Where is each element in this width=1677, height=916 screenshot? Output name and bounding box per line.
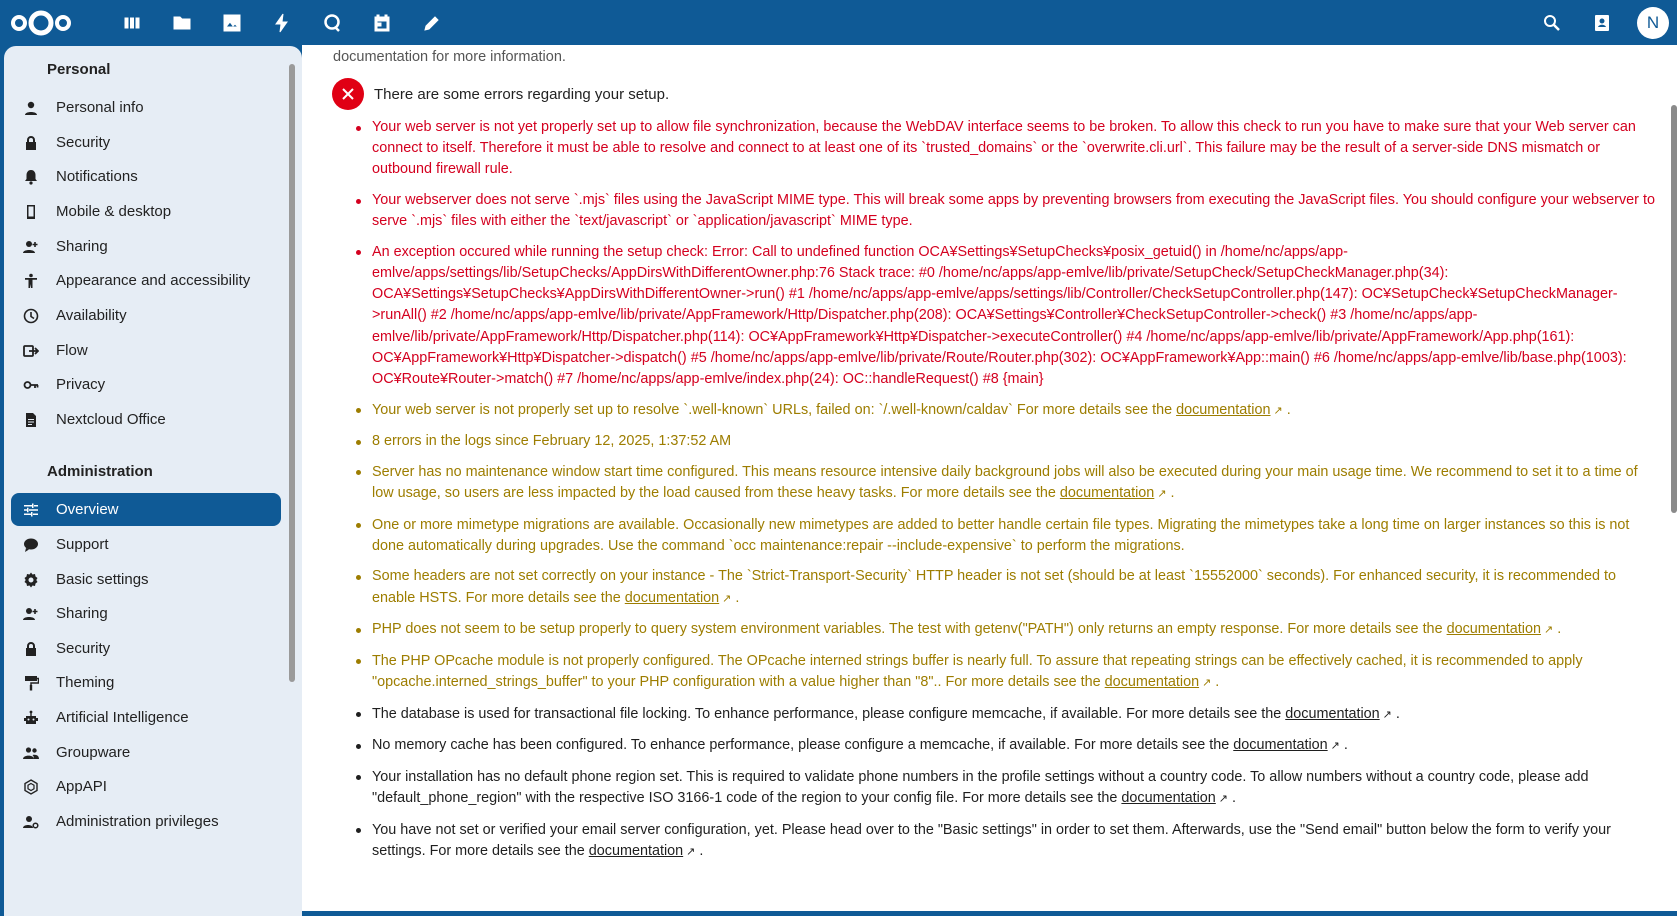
sidebar-item-admin-privileges[interactable]	[11, 805, 281, 838]
setup-issue-info: You have not set or verified your email server configuration, yet. Please head over to the "Basic settings" in order to set them. Afterwards, use the "Send email" button below the form to verify your settings. For more details see the documentation ↗ .	[372, 820, 1662, 863]
sidebar-item-label: Administration privileges	[56, 813, 219, 830]
sidebar-item-admin-security[interactable]	[11, 632, 281, 665]
clock-icon	[23, 308, 39, 324]
top-header	[0, 0, 1677, 45]
issue-text: Server has no maintenance window start time configured. This means resource intensive daily background jobs will also be executed during your main usage time. We recommend to set it to a time of low usage, so users are less impacted by the load caused from these heavy tasks. For more details see the	[372, 463, 1638, 501]
setup-issue-info: Your installation has no default phone region set. This is required to validate phone numbers in the profile settings without a country code. To allow numbers without a country code, please add "default_phone_region" with the respective ISO 3166-1 code of the region to your config file. For more details see the documentation ↗ .	[372, 767, 1662, 810]
sidebar-item-label: Flow	[56, 342, 88, 359]
documentation-link[interactable]: documentation ↗	[1060, 485, 1167, 501]
sidebar-item-label: Sharing	[56, 238, 108, 255]
sidebar-item-label: Support	[56, 536, 109, 553]
nextcloud-logo[interactable]	[9, 7, 73, 39]
sidebar-item-appearance[interactable]	[11, 264, 281, 297]
accessibility-icon	[23, 273, 39, 289]
sidebar-item-label: AppAPI	[56, 778, 107, 795]
setup-issue-warning: Your web server is not properly set up to resolve `.well-known` URLs, failed on: `/.well-known/caldav` For more details see the documentation ↗ .	[372, 400, 1662, 422]
issue-text: The database is used for transactional file locking. To enhance performance, please configure memcache, if available. For more details see the	[372, 705, 1282, 722]
sidebar-item-personal-info[interactable]	[11, 91, 281, 124]
sidebar-item-label: Overview	[56, 501, 119, 518]
setup-issue-error	[372, 190, 1662, 232]
sidebar-item-overview[interactable]	[11, 493, 281, 526]
dashboard-icon[interactable]	[107, 10, 157, 36]
sidebar-item-label: Appearance and accessibility	[56, 272, 251, 289]
documentation-link[interactable]: documentation ↗	[1176, 402, 1283, 418]
setup-issue-warning	[372, 515, 1662, 557]
sidebar-item-label: Availability	[56, 307, 127, 324]
sidebar-scrollbar[interactable]	[289, 64, 295, 682]
errors-heading-text: There are some errors regarding your setup.	[374, 85, 670, 103]
sidebar-item-admin-sharing[interactable]	[11, 597, 281, 630]
document-icon	[23, 412, 39, 428]
lock-icon	[23, 135, 39, 151]
issue-text: You have not set or verified your email server configuration, yet. Please head over to the "Basic settings" in order to set them. Afterwards, use the "Send email" button below the form to verify your settings. For more details see the	[372, 821, 1611, 859]
intro-text: documentation for more information.	[333, 49, 566, 65]
documentation-link[interactable]: documentation ↗	[1285, 706, 1392, 722]
photos-icon[interactable]	[207, 10, 257, 36]
brush-icon	[23, 675, 39, 691]
issue-text: Your webserver does not serve `.mjs` files using the JavaScript MIME type. This will break some apps by preventing browsers from executing the JavaScript files. You should configure your webserver to serve `.mjs` files with either the `text/javascript` or `application/javascript` MIME type.	[372, 192, 1655, 230]
sidebar-item-label: Notifications	[56, 168, 138, 185]
setup-issue-error	[372, 242, 1662, 390]
documentation-link[interactable]: documentation ↗	[1121, 790, 1228, 806]
setup-issue-warning: Server has no maintenance window start time configured. This means resource intensive daily background jobs will also be executed during your main usage time. We recommend to set it to a time of low usage, so users are less impacted by the load caused from these heavy tasks. For more details see the documentation ↗ .	[372, 462, 1662, 505]
issue-text: PHP does not seem to be setup properly to query system environment variables. The test with getenv("PATH") only returns an empty response. For more details see the	[372, 621, 1443, 638]
sidebar-item-label: Security	[56, 640, 111, 657]
setup-issue-warning: PHP does not seem to be setup properly to query system environment variables. The test with getenv("PATH") only returns an empty response. For more details see the documentation ↗ .	[372, 619, 1662, 641]
error-icon	[332, 78, 364, 110]
sidebar-item-label: Basic settings	[56, 571, 149, 588]
sidebar-item-theming[interactable]	[11, 666, 281, 699]
setup-issues-list	[372, 117, 1662, 872]
issue-text: Your web server is not yet properly set up to allow file synchronization, because the WebDAV interface seems to be broken. To allow this check to run you have to make sure that your Web server can connect to itself. Therefore it must be able to resolve and connect to at least one of its `trusted_domains` or the `overwrite.cli.url`. This failure may be the result of a server-side DNS mismatch or outbound firewall rule.	[372, 119, 1636, 178]
app-menu	[107, 10, 457, 36]
sidebar-item-label: Nextcloud Office	[56, 411, 166, 428]
section-title-administration: Administration	[47, 463, 153, 480]
sidebar-item-support[interactable]	[11, 528, 281, 561]
search-icon[interactable]	[1527, 0, 1577, 45]
issue-text: Your web server is not properly set up to resolve `.well-known` URLs, failed on: `/.well-known/caldav` For more details see the	[372, 401, 1173, 418]
sidebar-item-security[interactable]	[11, 126, 281, 159]
sidebar-item-label: Theming	[56, 674, 115, 691]
setup-issue-info: The database is used for transactional file locking. To enhance performance, please configure memcache, if available. For more details see the documentation ↗ .	[372, 704, 1662, 726]
sidebar-item-availability[interactable]	[11, 299, 281, 332]
issue-text: Your installation has no default phone region set. This is required to validate phone numbers in the profile settings without a country code. To allow numbers without a country code, please add "default_phone_region" with the respective ISO 3166-1 code of the region to your config file. For more details see the	[372, 768, 1589, 806]
talk-icon[interactable]	[307, 10, 357, 36]
section-title-personal: Personal	[47, 61, 111, 78]
sidebar-item-sharing[interactable]	[11, 230, 281, 263]
phone-icon	[23, 204, 39, 220]
sidebar-item-label: Sharing	[56, 605, 108, 622]
setup-issue-warning	[372, 431, 1662, 452]
key-icon	[23, 377, 39, 393]
errors-heading	[332, 78, 669, 110]
sidebar-item-groupware[interactable]	[11, 736, 281, 769]
avatar[interactable]: N	[1637, 7, 1669, 39]
bell-icon	[23, 169, 39, 185]
sidebar-item-flow[interactable]	[11, 334, 281, 367]
group-icon	[23, 745, 39, 761]
user-icon	[23, 100, 39, 116]
calendar-icon[interactable]	[357, 10, 407, 36]
issue-text: No memory cache has been configured. To enhance performance, please configure a memcache, if available. For more details see the	[372, 737, 1230, 754]
header-right	[1527, 0, 1677, 45]
documentation-link[interactable]: documentation ↗	[625, 590, 732, 606]
sidebar-item-label: Mobile & desktop	[56, 203, 172, 220]
issue-text: An exception occured while running the setup check: Error: Call to undefined function OCA¥Settings¥SetupChecks¥posix_getuid() in /home/nc/apps/app-emlve/apps/settings/lib/SetupChecks/AppDirsWithDifferentOwner.php:76 Stack trace: #0 /home/nc/apps/app-emlve/lib/private/SetupCheck/SetupCheckManager.php(34): OCA¥Settings¥SetupChecks¥AppDirsWithDifferentOwner->run() #1 /home/nc/apps/app-emlve/apps/settings/lib/Controller/CheckSetupController.php(147): OC¥SetupCheck¥SetupCheckManager->runAll() #2 /home/nc/apps/app-emlve/lib/private/AppFramework/Http/Dispatcher.php(208): OCA¥Settings¥Controller¥CheckSetupController->check() #3 /home/nc/apps/app-emlve/lib/private/AppFramework/Http/Dispatcher.php(114): OC¥AppFramework¥Http¥Dispatcher->executeController() #4 /home/nc/apps/app-emlve/lib/private/AppFramework/App.php(161): OC¥AppFramework¥Http¥Dispatcher->dispatch() #5 /home/nc/apps/app-emlve/lib/private/Route/Router.php(302): OC¥AppFramework¥App::main() #6 /home/nc/apps/app-emlve/lib/base.php(1003): OC¥Route¥Router->match() #7 /home/nc/apps/app-emlve/index.php(24): OC::handleRequest() #8 {main}	[372, 243, 1627, 388]
issue-text: The PHP OPcache module is not properly configured. The OPcache interned strings buffer is nearly full. To assure that repeating strings can be effectively cached, it is recommended to apply "opcache.interned_strings_buffer" to your PHP configuration with a value higher than "8".. For more details see the	[372, 652, 1583, 690]
issue-text: Some headers are not set correctly on your instance - The `Strict-Transport-Security` HTTP header is not set (should be at least `15552000` seconds). For enhanced security, it is recommended to enable HSTS. For more details see the	[372, 568, 1617, 606]
setup-issue-error	[372, 117, 1662, 181]
sidebar-item-label: Privacy	[56, 376, 106, 393]
chat-icon	[23, 537, 39, 553]
sidebar-item-label: Security	[56, 134, 111, 151]
issue-text: One or more mimetype migrations are available. Occasionally new mimetypes are added to better handle certain file types. Migrating the mimetypes take a long time on larger instances so this is not done automatically during upgrades. Use the command `occ maintenance:repair --include-expensive` to perform the migrations.	[372, 516, 1630, 554]
ai-icon	[23, 710, 39, 726]
setup-issue-warning: The PHP OPcache module is not properly configured. The OPcache interned strings buffer is nearly full. To assure that repeating strings can be effectively cached, it is recommended to apply "opcache.interned_strings_buffer" to your PHP configuration with a value higher than "8".. For more details see the documentation ↗ .	[372, 651, 1662, 694]
documentation-link[interactable]: documentation ↗	[1233, 737, 1340, 753]
documentation-link[interactable]: documentation ↗	[1105, 674, 1212, 690]
files-icon[interactable]	[157, 10, 207, 36]
sidebar-item-appapi[interactable]	[11, 770, 281, 803]
sidebar-item-label: Groupware	[56, 744, 131, 761]
contacts-icon[interactable]	[1577, 0, 1627, 45]
setup-issue-warning: Some headers are not set correctly on your instance - The `Strict-Transport-Security` HTTP header is not set (should be at least `15552000` seconds). For enhanced security, it is recommended to enable HSTS. For more details see the documentation ↗ .	[372, 566, 1662, 609]
sidebar-item-notifications[interactable]	[11, 160, 281, 193]
documentation-link[interactable]: documentation ↗	[1447, 621, 1554, 637]
sidebar-item-mobile-desktop[interactable]	[11, 195, 281, 228]
sidebar-item-basic-settings[interactable]	[11, 563, 281, 596]
appapi-icon	[23, 779, 39, 795]
main-content	[302, 45, 1677, 911]
sidebar-item-privacy[interactable]	[11, 368, 281, 401]
sidebar-item-label: Personal info	[56, 99, 144, 116]
settings-sidebar	[4, 46, 302, 916]
share-icon	[23, 606, 39, 622]
gear-icon	[23, 572, 39, 588]
sidebar-item-label: Artificial Intelligence	[56, 709, 189, 726]
share-icon	[23, 239, 39, 255]
main-scrollbar[interactable]	[1671, 105, 1677, 513]
documentation-link[interactable]: documentation ↗	[589, 843, 696, 859]
flow-icon	[23, 343, 39, 359]
notes-icon[interactable]	[407, 10, 457, 36]
sidebar-item-nextcloud-office[interactable]	[11, 403, 281, 436]
activity-icon[interactable]	[257, 10, 307, 36]
admin-icon	[23, 814, 39, 830]
lock-icon	[23, 641, 39, 657]
sidebar-item-ai[interactable]	[11, 701, 281, 734]
tune-icon	[23, 502, 39, 518]
setup-issue-info: No memory cache has been configured. To enhance performance, please configure a memcache, if available. For more details see the documentation ↗ .	[372, 735, 1662, 757]
issue-text: 8 errors in the logs since February 12, 2025, 1:37:52 AM	[372, 433, 732, 450]
